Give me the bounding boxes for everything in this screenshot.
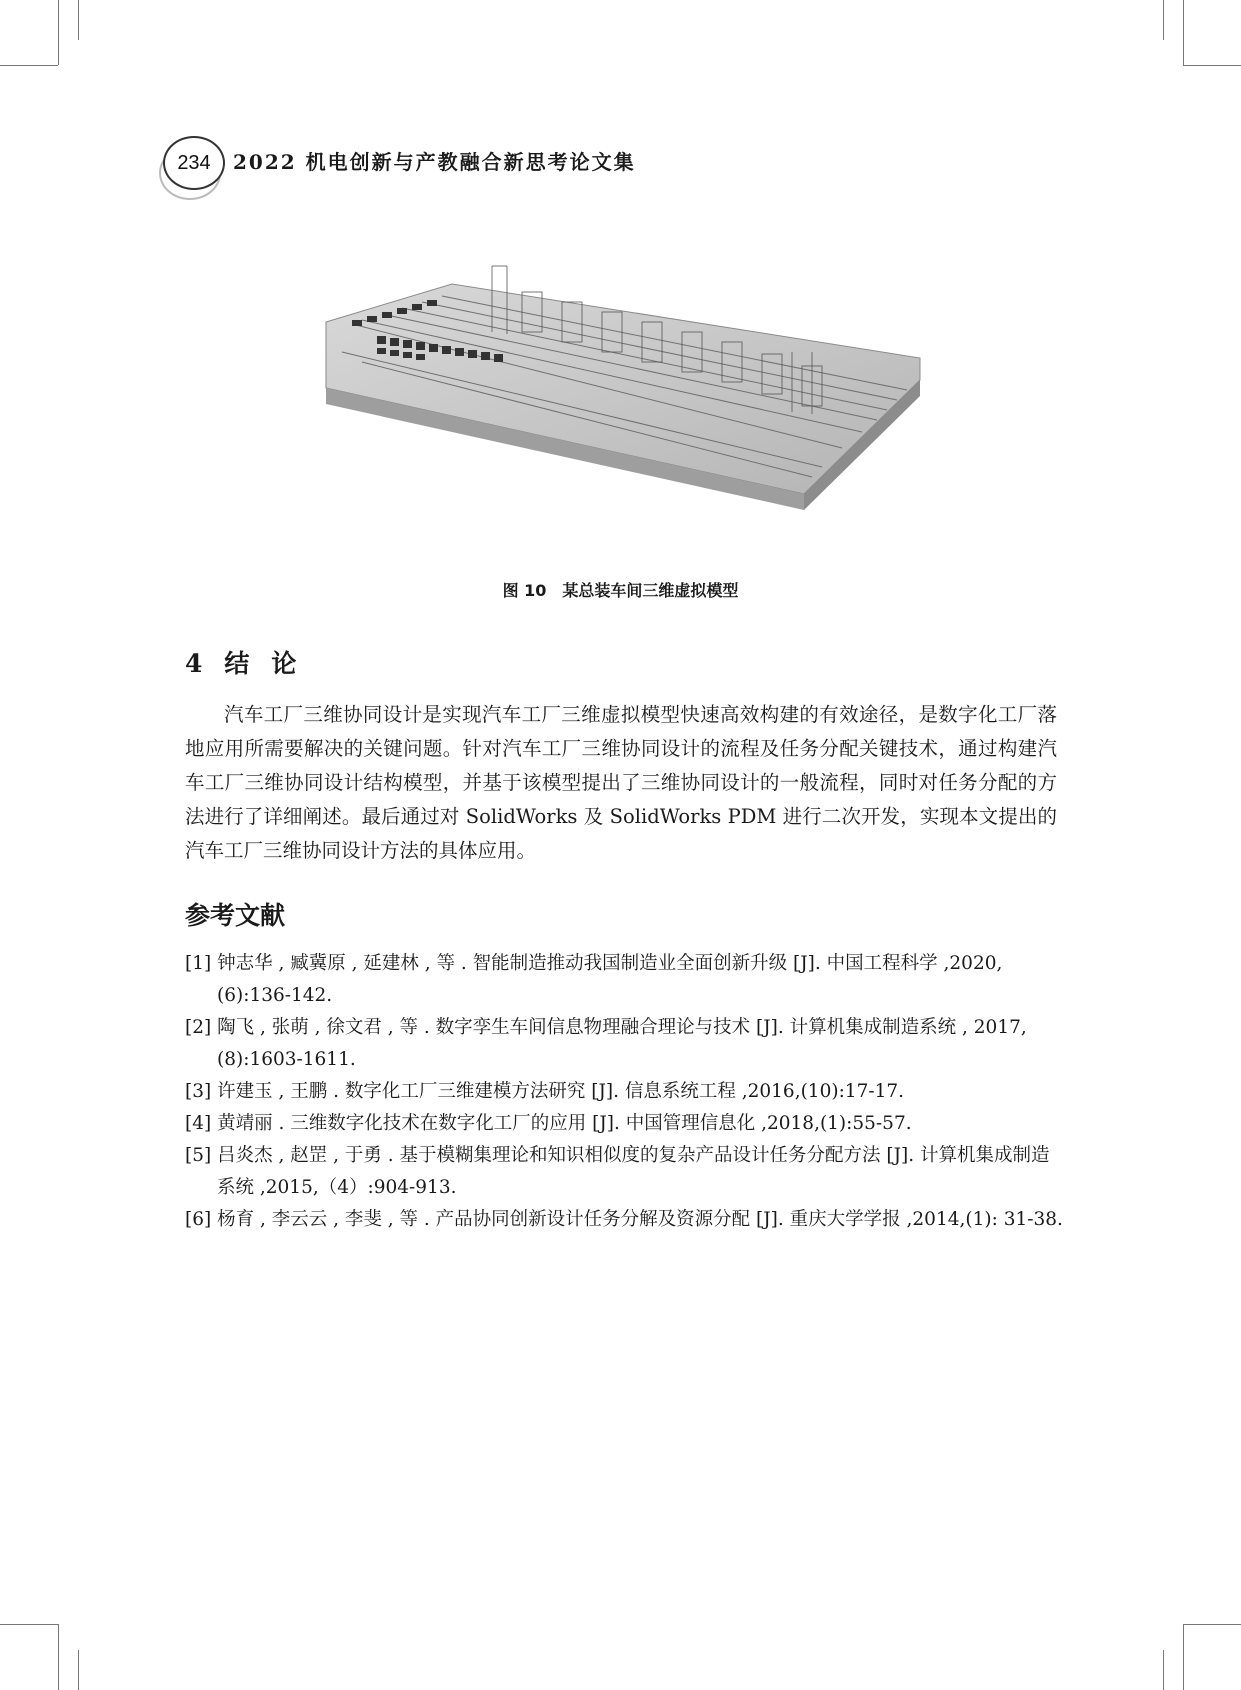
- section-title: 结论: [224, 649, 319, 678]
- crop-mark: [1163, 1650, 1164, 1690]
- crop-mark: [1183, 1624, 1241, 1625]
- section-heading: [185, 644, 318, 680]
- section-number: 4: [185, 649, 203, 678]
- reference-item: [5] 吕炎杰 , 赵罡 , 于勇 . 基于模糊集理论和知识相似度的复杂产品设计任务分配方法 [J]. 计算机集成制造系统 ,2015,（4）:904-913.: [185, 1145, 1050, 1198]
- crop-mark: [58, 0, 59, 65]
- reference-item: [1] 钟志华 , 臧冀原 , 延建林 , 等 . 智能制造推动我国制造业全面创新升级 [J]. 中国工程科学 ,2020,(6):136-142.: [185, 953, 1003, 1006]
- crop-mark: [0, 65, 58, 66]
- crop-mark: [0, 1624, 58, 1625]
- crop-mark: [1183, 65, 1241, 66]
- paragraph-text: 汽车工厂三维协同设计是实现汽车工厂三维虚拟模型快速高效构建的有效途径，是数字化工厂落地应用所需要解决的关键问题。针对汽车工厂三维协同设计的流程及任务分配关键技术，通过构建汽车工厂三维协同设计结构模型，并基于该模型提出了三维协同设计的一般流程，同时对任务分配的方法进行了详细阐述。最后通过对 SolidWorks 及 SolidWorks PDM 进行二次开发，实现本文提出的汽车工厂三维协同设计方法的具体应用。: [185, 703, 1057, 862]
- reference-item: [3] 许建玉 , 王鹏 . 数字化工厂三维建模方法研究 [J]. 信息系统工程 ,2016,(10):17-17.: [185, 1081, 905, 1102]
- reference-item: [6] 杨育 , 李云云 , 李斐 , 等 . 产品协同创新设计任务分解及资源分配 [J]. 重庆大学学报 ,2014,(1): 31-38.: [185, 1209, 1063, 1230]
- conclusion-paragraph: [185, 698, 1057, 868]
- crop-mark: [1183, 0, 1184, 65]
- references-heading: 参考文献: [185, 901, 286, 930]
- reference-list: [185, 948, 1065, 1236]
- figure-caption: 图 10 某总装车间三维虚拟模型: [502, 581, 739, 600]
- crop-mark: [58, 1624, 59, 1690]
- crop-mark: [1163, 0, 1164, 40]
- crop-mark: [78, 1650, 79, 1690]
- reference-item: [2] 陶飞 , 张萌 , 徐文君 , 等 . 数字孪生车间信息物理融合理论与技术 [J]. 计算机集成制造系统 , 2017,(8):1603-1611.: [185, 1017, 1027, 1070]
- factory-3d-model-figure: [322, 262, 922, 562]
- reference-item: [4] 黄靖丽 . 三维数字化技术在数字化工厂的应用 [J]. 中国管理信息化 ,2018,(1):55-57.: [185, 1113, 912, 1134]
- crop-mark: [1183, 1624, 1184, 1690]
- crop-mark: [78, 0, 79, 40]
- running-head-title: 2022 机电创新与产教融合新思考论文集: [233, 150, 636, 174]
- page-number: 234: [163, 136, 225, 190]
